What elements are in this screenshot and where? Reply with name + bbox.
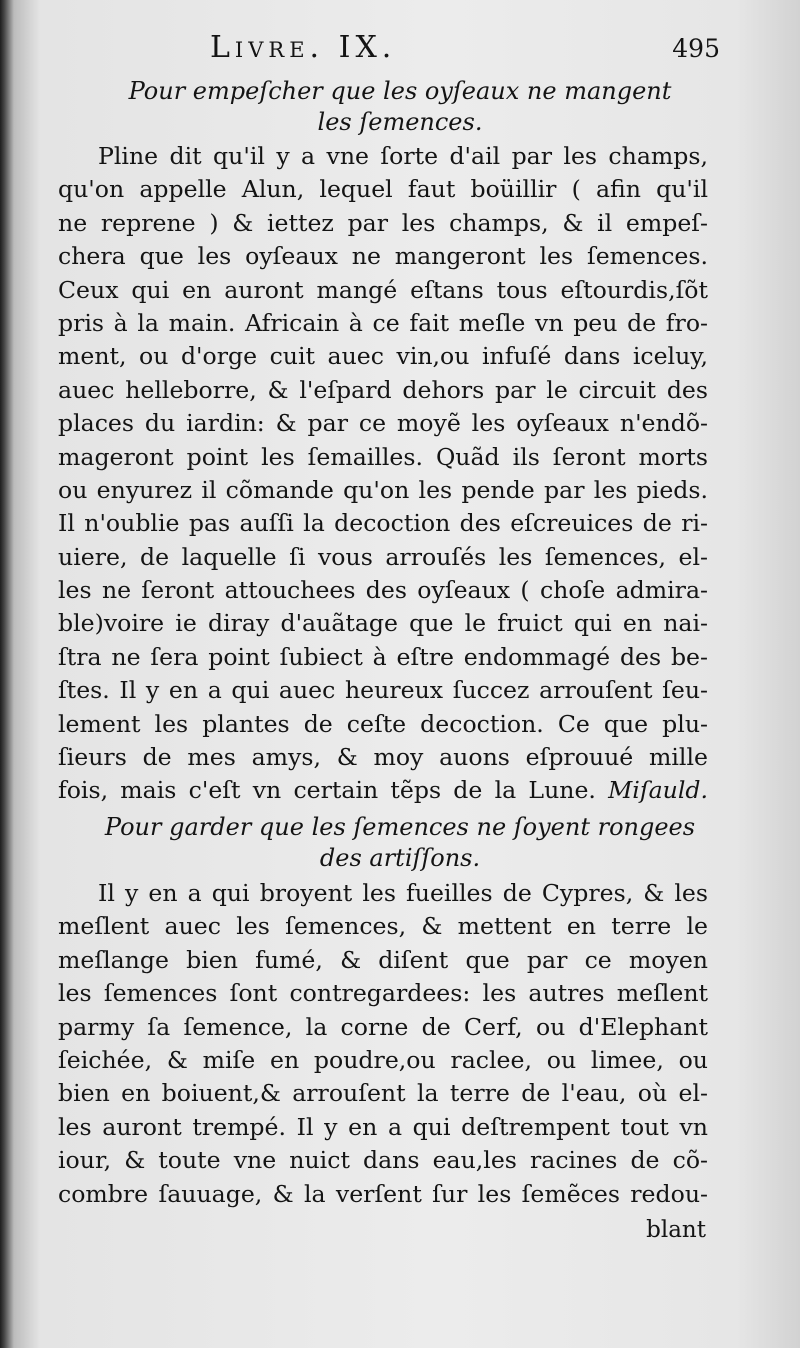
text-line: ment, ou d'orge cuit auec vin,ou infuſé dans iceluy, [58,342,708,371]
heading-line: des artiſſons. [319,844,481,872]
text-line: Pline dit qu'il y a vne ſorte d'ail par les champs, [98,142,708,170]
text-line: combre ſauuage, & la verſent ſur les ſemẽces redou- [58,1179,708,1208]
running-title: Livre. IX. [210,30,397,65]
text-line: parmy ſa ſemence, la corne de Cerf, ou d'Elephant [58,1012,708,1041]
text-line-content: fois, mais c'eſt vn certain tẽps de la Lune. [58,776,596,805]
text-line: les auront trempé. Il y en a qui deſtrempent tout vn [58,1112,708,1141]
text-line: chera que les oyſeaux ne mangeront les ſemences. [58,242,708,271]
text-line: ble)voire ie diray d'auãtage que le fruict qui en nai- [58,609,708,638]
text-line: Il y en a qui broyent les fueilles de Cypres, & les [98,879,708,907]
heading-line: les ſemences. [317,108,483,136]
text-line: ſieurs de mes amys, & moy auons eſprouué mille [58,743,708,772]
catchword: blant [646,1217,706,1243]
section-body-worms [58,877,708,1211]
text-line-with-signature [58,774,708,807]
text-line: les ſemences ſont contregardees: les autres meſlent [58,979,708,1008]
author-signature: Miſauld. [608,776,708,805]
text-line: qu'on appelle Alun, lequel faut boüillir ( afin qu'il [58,175,708,204]
text-line: places du iardin: & par ce moyẽ les oyſeaux n'endõ- [58,409,708,438]
text-line: pris à la main. Africain à ce fait meſle vn peu de fro- [58,308,708,337]
text-line: meſlange bien fumé, & diſent que par ce moyen [58,945,708,974]
text-line: uiere, de laquelle ſi vous arrouſés les ſemences, el- [58,542,708,571]
text-line: Ceux qui en auront mangé eſtans tous eſtourdis,ſõt [58,275,708,304]
heading-line: Pour garder que les ſemences ne ſoyent rongees [104,813,696,841]
text-line: iour, & toute vne nuict dans eau,les racines de cõ- [58,1146,708,1175]
text-line: Il n'oublie pas auſſi la decoction des eſcreuices de ri- [58,509,708,538]
text-line: ſtes. Il y en a qui auec heureux ſuccez arrouſent ſeu- [58,676,708,705]
heading-line: Pour empeſcher que les oyſeaux ne mangent [128,77,672,105]
text-line: auec helleborre, & l'eſpard dehors par le circuit des [58,375,708,404]
page-header [210,30,720,74]
section-heading-birds [60,76,740,138]
text-line: bien en boiuent,& arrouſent la terre de l'eau, où el- [58,1079,708,1108]
text-line: ne reprene ) & iettez par les champs, & il empeſ- [58,208,708,237]
text-line: meſlent auec les ſemences, & mettent en terre le [58,912,708,941]
text-line: ſtra ne ſera point ſubiect à eſtre endommagé des be- [58,642,708,671]
section-body-birds [58,140,708,808]
text-line: mageront point les ſemailles. Quãd ils ſeront morts [58,442,708,471]
text-line: les ne ſeront attouchees des oyſeaux ( choſe admira- [58,576,708,605]
text-line: ou enyurez il cõmande qu'on les pende par les pieds. [58,475,708,504]
page-number: 495 [672,34,720,63]
section-heading-worms [60,812,740,874]
text-line: lement les plantes de ceſte decoction. Ce que plu- [58,709,708,738]
text-line: ſeichée, & miſe en poudre,ou raclee, ou limee, ou [58,1045,708,1074]
